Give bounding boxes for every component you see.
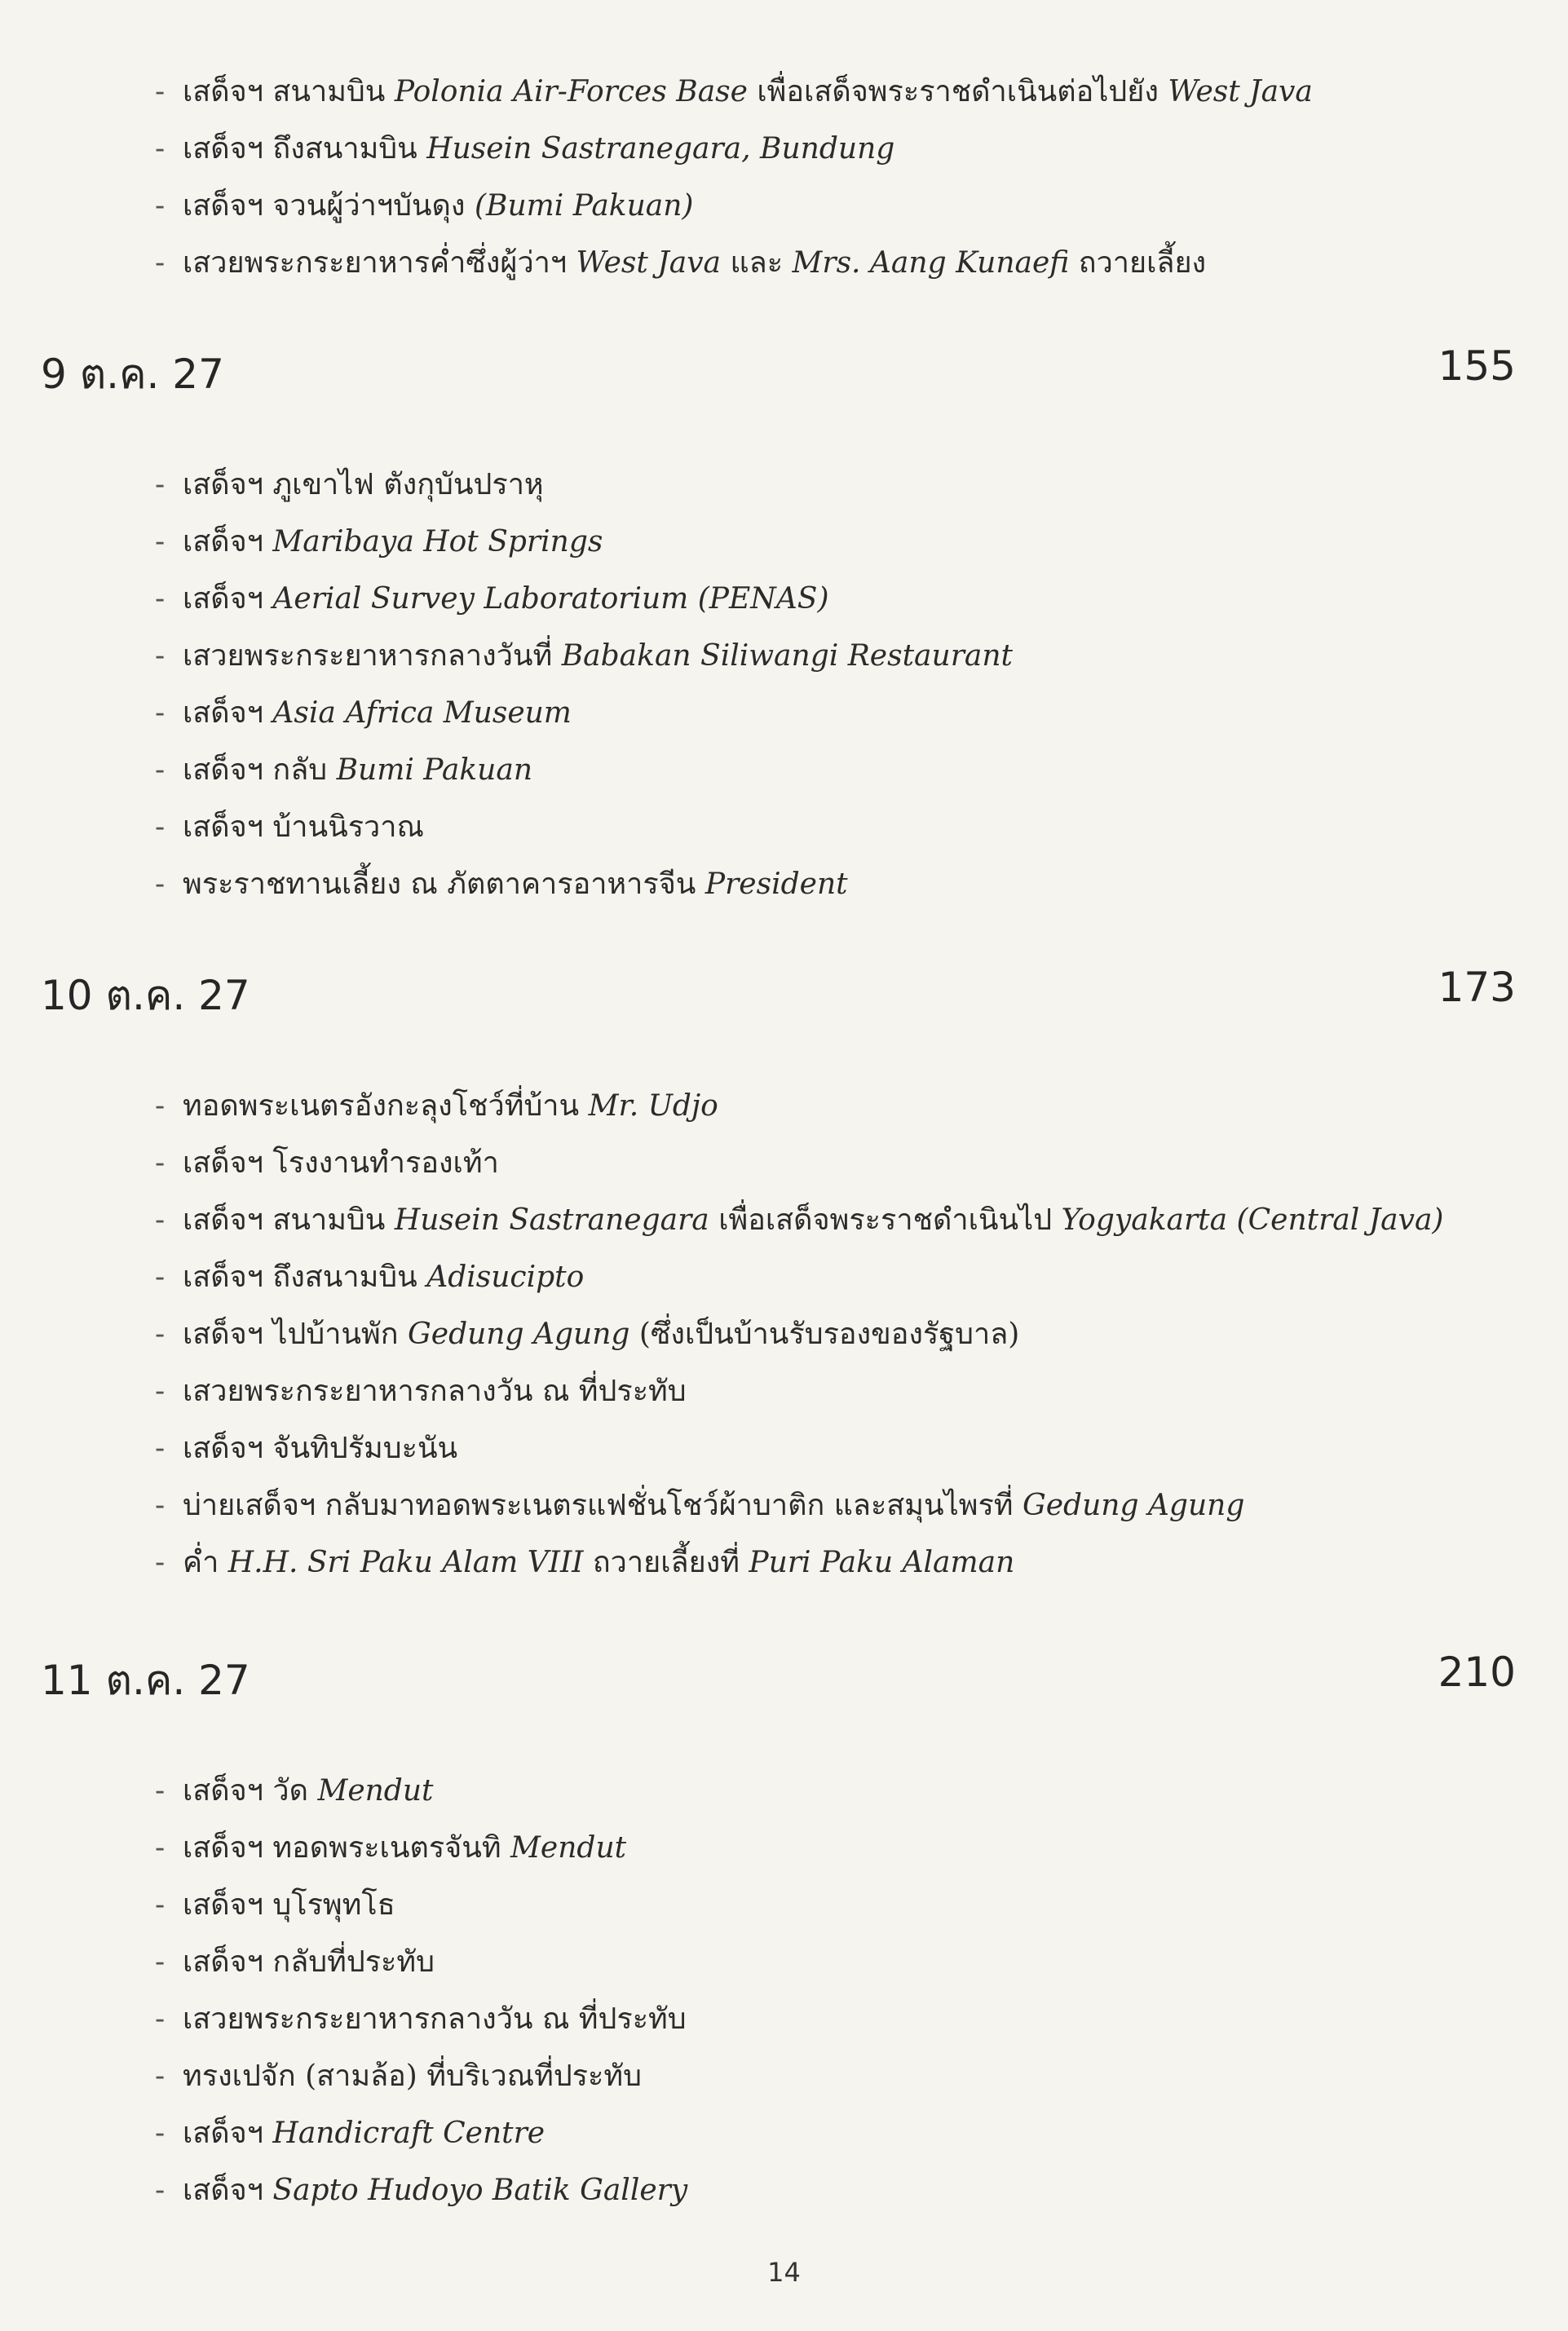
place-name-text: Husein Sastranegara, Bundung — [426, 132, 895, 166]
list-marker: - — [155, 132, 166, 166]
place-name-text: Bumi Pakuan — [336, 753, 533, 787]
itinerary-item — [155, 571, 1568, 628]
itinerary-item — [155, 1135, 1568, 1192]
item-text: เสด็จฯ กลับ — [183, 753, 337, 787]
item-text: เสด็จฯ สนามบิน — [183, 1203, 395, 1237]
item-text: เสด็จฯ จวนผู้ว่าฯบันดุง — [183, 189, 475, 223]
list-marker: - — [155, 1089, 166, 1123]
itinerary-item — [155, 1763, 1568, 1820]
place-name-text: Mendut — [317, 1774, 434, 1808]
section-date: 9 ต.ค. 27 — [41, 351, 224, 398]
list-marker: - — [155, 189, 166, 223]
item-text: ค่ำ — [183, 1546, 228, 1579]
page-number: 14 — [767, 2257, 801, 2288]
place-name-text: Adisucipto — [426, 1260, 585, 1294]
itinerary-section-oct-9 — [0, 334, 1568, 913]
itinerary-item — [155, 121, 1541, 178]
item-text: เพื่อเสด็จพระราชดำเนินไป — [709, 1203, 1062, 1237]
place-name-text: (Bumi Pakuan) — [474, 189, 694, 223]
itinerary-list — [0, 1763, 1568, 2219]
list-marker: - — [155, 1318, 166, 1351]
list-marker: - — [155, 468, 166, 501]
list-marker: - — [155, 1888, 166, 1922]
item-text: และ — [721, 246, 793, 280]
section-page-reference: 155 — [1438, 342, 1516, 390]
itinerary-item — [155, 2048, 1568, 2105]
list-marker: - — [155, 1546, 166, 1579]
itinerary-item — [155, 1820, 1568, 1877]
item-text: ทรงเปจัก (สามล้อ) ที่บริเวณที่ประทับ — [183, 2059, 642, 2093]
list-marker: - — [155, 582, 166, 616]
place-name-text: H.H. Sri Paku Alam VIII — [227, 1546, 584, 1579]
item-text: ถวายเลี้ยงที่ — [583, 1546, 749, 1579]
itinerary-list — [0, 1078, 1568, 1592]
itinerary-item — [155, 1477, 1568, 1534]
list-marker: - — [155, 75, 166, 108]
list-marker: - — [155, 525, 166, 558]
section-date: 10 ต.ค. 27 — [41, 972, 250, 1019]
itinerary-item — [155, 1534, 1568, 1592]
list-marker: - — [155, 1489, 166, 1522]
list-marker: - — [155, 1432, 166, 1465]
place-name-text: Handicraft Centre — [272, 2117, 545, 2150]
item-text: เสด็จฯ ถึงสนามบิน — [183, 1260, 427, 1294]
place-name-text: Gedung Agung — [1022, 1489, 1245, 1522]
place-name-text: President — [704, 868, 848, 901]
itinerary-item — [155, 1934, 1568, 1991]
item-text: เสด็จฯ ถึงสนามบิน — [183, 132, 427, 166]
place-name-text: West Java — [576, 246, 721, 280]
list-marker: - — [155, 2059, 166, 2093]
itinerary-item — [155, 1420, 1568, 1477]
item-text: บ่ายเสด็จฯ กลับมาทอดพระเนตรแฟชั่นโชว์ผ้าบาติก และสมุนไพรที่ — [183, 1489, 1023, 1522]
item-text: เสด็จฯ สนามบิน — [183, 75, 395, 108]
itinerary-item — [155, 2105, 1568, 2162]
list-marker: - — [155, 868, 166, 901]
item-text: เสวยพระกระยาหารกลางวัน ณ ที่ประทับ — [183, 1375, 687, 1408]
place-name-text: Yogyakarta (Central Java) — [1061, 1203, 1444, 1237]
itinerary-item — [155, 1078, 1568, 1135]
list-marker: - — [155, 2174, 166, 2207]
itinerary-item — [155, 742, 1568, 799]
place-name-text: Aerial Survey Laboratorium (PENAS) — [272, 582, 829, 616]
item-text: ถวายเลี้ยง — [1069, 246, 1207, 280]
item-text: เสด็จฯ โรงงานทำรองเท้า — [183, 1146, 499, 1180]
item-text: พระราชทานเลี้ยง ณ ภัตตาคารอาหารจีน — [183, 868, 705, 901]
item-text: เสด็จฯ — [183, 525, 273, 558]
list-marker: - — [155, 639, 166, 673]
itinerary-item — [155, 628, 1568, 685]
item-text: เสวยพระกระยาหารกลางวันที่ — [183, 639, 562, 673]
itinerary-item — [155, 2162, 1568, 2219]
list-marker: - — [155, 1831, 166, 1865]
item-text: เสด็จฯ บ้านนิรวาณ — [183, 810, 424, 844]
place-name-text: Puri Paku Alaman — [749, 1546, 1015, 1579]
section-date: 11 ต.ค. 27 — [41, 1657, 250, 1704]
item-text: เสด็จฯ — [183, 2117, 273, 2150]
list-marker: - — [155, 1375, 166, 1408]
place-name-text: Maribaya Hot Springs — [272, 525, 603, 558]
section-page-reference: 173 — [1438, 964, 1516, 1011]
place-name-text: Gedung Agung — [408, 1318, 630, 1351]
list-marker: - — [155, 753, 166, 787]
item-text: เสด็จฯ ไปบ้านพัก — [183, 1318, 409, 1351]
item-text: เสด็จฯ — [183, 582, 273, 616]
place-name-text: Mr. Udjo — [588, 1089, 718, 1123]
item-text: เสด็จฯ ทอดพระเนตรจันทิ — [183, 1831, 511, 1865]
item-text: เสด็จฯ จันทิปรัมบะนัน — [183, 1432, 458, 1465]
item-text: เสด็จฯ วัด — [183, 1774, 318, 1808]
list-marker: - — [155, 1203, 166, 1237]
itinerary-item — [155, 856, 1568, 913]
list-marker: - — [155, 2002, 166, 2036]
item-text: เสด็จฯ — [183, 2174, 273, 2207]
list-marker: - — [155, 810, 166, 844]
item-text: (ซึ่งเป็นบ้านรับรองของรัฐบาล) — [629, 1318, 1020, 1351]
list-marker: - — [155, 2117, 166, 2150]
section-header — [0, 956, 1568, 1029]
item-text: เสด็จฯ — [183, 696, 273, 730]
item-text: เสด็จฯ ภูเขาไฟ ตังกุบันปราหุ — [183, 468, 544, 501]
place-name-text: Sapto Hudoyo Batik Gallery — [272, 2174, 688, 2207]
itinerary-item — [155, 1306, 1568, 1363]
list-marker: - — [155, 1146, 166, 1180]
section-page-reference: 210 — [1438, 1649, 1516, 1696]
itinerary-section-oct-10 — [0, 956, 1568, 1592]
itinerary-item — [155, 1991, 1568, 2048]
place-name-text: Polonia Air-Forces Base — [394, 75, 748, 108]
itinerary-item — [155, 799, 1568, 856]
itinerary-item — [155, 1249, 1568, 1306]
item-text: เสด็จฯ บุโรพุทโธ — [183, 1888, 395, 1922]
itinerary-item — [155, 178, 1541, 235]
item-text: ทอดพระเนตรอังกะลุงโชว์ที่บ้าน — [183, 1089, 589, 1123]
place-name-text: Mendut — [510, 1831, 627, 1865]
list-marker: - — [155, 1945, 166, 1979]
itinerary-item — [155, 1877, 1568, 1934]
section-header — [0, 1640, 1568, 1714]
place-name-text: Mrs. Aang Kunaefi — [792, 246, 1070, 280]
place-name-text: Asia Africa Museum — [272, 696, 572, 730]
list-marker: - — [155, 246, 166, 280]
itinerary-item — [155, 457, 1568, 514]
itinerary-section-oct-11 — [0, 1640, 1568, 2219]
itinerary-item — [155, 235, 1541, 292]
itinerary-item — [155, 685, 1568, 742]
itinerary-item — [155, 64, 1541, 121]
itinerary-item — [155, 514, 1568, 571]
itinerary-item — [155, 1192, 1568, 1249]
place-name-text: Husein Sastranegara — [394, 1203, 709, 1237]
item-text: เสด็จฯ กลับที่ประทับ — [183, 1945, 435, 1979]
itinerary-item — [155, 1363, 1568, 1420]
list-marker: - — [155, 1260, 166, 1294]
section-header — [0, 334, 1568, 408]
itinerary-list — [0, 457, 1568, 913]
item-text: เพื่อเสด็จพระราชดำเนินต่อไปยัง — [747, 75, 1168, 108]
list-marker: - — [155, 1774, 166, 1808]
item-text: เสวยพระกระยาหารกลางวัน ณ ที่ประทับ — [183, 2002, 687, 2036]
intro-itinerary-list — [155, 64, 1541, 292]
item-text: เสวยพระกระยาหารค่ำซึ่งผู้ว่าฯ — [183, 246, 576, 280]
list-marker: - — [155, 696, 166, 730]
place-name-text: West Java — [1168, 75, 1313, 108]
place-name-text: Babakan Siliwangi Restaurant — [561, 639, 1014, 673]
